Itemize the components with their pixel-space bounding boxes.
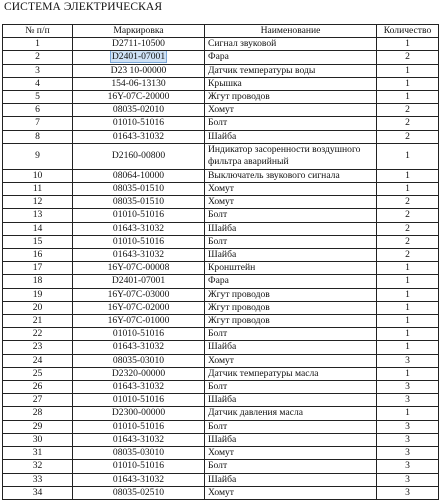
part-code-cell: D2300-00000 — [73, 407, 205, 420]
quantity-cell: 3 — [377, 486, 439, 499]
row-number-cell: 29 — [3, 420, 73, 433]
table-row — [3, 447, 439, 460]
part-code-cell: 01010-51016 — [73, 394, 205, 407]
part-code-cell: 01010-51016 — [73, 328, 205, 341]
quantity-cell: 2 — [377, 222, 439, 235]
quantity-cell: 3 — [377, 460, 439, 473]
table-row — [3, 235, 439, 248]
quantity-cell: 1 — [377, 169, 439, 182]
row-number-cell: 18 — [3, 275, 73, 288]
part-name-cell: Хомут — [205, 486, 377, 499]
part-name-cell: Датчик температуры масла — [205, 367, 377, 380]
quantity-cell: 1 — [377, 367, 439, 380]
part-code-cell: 01643-31032 — [73, 341, 205, 354]
table-row — [3, 486, 439, 499]
row-number-cell: 21 — [3, 315, 73, 328]
row-number-cell: 8 — [3, 130, 73, 143]
part-name-cell: Болт — [205, 420, 377, 433]
part-code-cell: 01010-51016 — [73, 235, 205, 248]
part-code-cell: 01010-51016 — [73, 420, 205, 433]
table-row — [3, 433, 439, 446]
table-row — [3, 354, 439, 367]
selected-text[interactable]: D2401-07001 — [111, 51, 166, 63]
table-row — [3, 249, 439, 262]
quantity-cell: 1 — [377, 38, 439, 51]
row-number-cell: 14 — [3, 222, 73, 235]
part-name-cell: Хомут — [205, 447, 377, 460]
part-code-cell: 154-06-13130 — [73, 77, 205, 90]
quantity-cell: 1 — [377, 143, 439, 169]
part-code-cell: D2320-00000 — [73, 367, 205, 380]
header-code: Маркировка — [73, 25, 205, 38]
row-number-cell: 17 — [3, 262, 73, 275]
row-number-cell: 3 — [3, 64, 73, 77]
table-row — [3, 473, 439, 486]
table-body — [3, 38, 439, 500]
part-code-cell: 01010-51016 — [73, 460, 205, 473]
part-code-cell: 01643-31032 — [73, 130, 205, 143]
part-name-cell: Фара — [205, 275, 377, 288]
part-code-cell: 01010-51016 — [73, 117, 205, 130]
quantity-cell: 2 — [377, 196, 439, 209]
table-row — [3, 117, 439, 130]
row-number-cell: 26 — [3, 381, 73, 394]
header-num: № п/п — [3, 25, 73, 38]
row-number-cell: 5 — [3, 91, 73, 104]
part-name-cell: Болт — [205, 117, 377, 130]
quantity-cell: 3 — [377, 433, 439, 446]
quantity-cell: 2 — [377, 117, 439, 130]
row-number-cell: 31 — [3, 447, 73, 460]
part-name-cell: Шайба — [205, 473, 377, 486]
document-title: СИСТЕМА ЭЛЕКТРИЧЕСКАЯ — [4, 1, 163, 13]
table-row — [3, 460, 439, 473]
quantity-cell: 1 — [377, 328, 439, 341]
quantity-cell: 1 — [377, 275, 439, 288]
row-number-cell: 6 — [3, 104, 73, 117]
row-number-cell: 19 — [3, 288, 73, 301]
quantity-cell: 3 — [377, 473, 439, 486]
table-row — [3, 51, 439, 64]
part-name-cell: Шайба — [205, 433, 377, 446]
part-code-cell: 08035-03010 — [73, 354, 205, 367]
row-number-cell: 23 — [3, 341, 73, 354]
part-code-cell: 08035-02010 — [73, 104, 205, 117]
table-row — [3, 288, 439, 301]
part-name-cell: Хомут — [205, 196, 377, 209]
part-code-cell: 08035-03010 — [73, 447, 205, 460]
part-code-cell: 01643-31032 — [73, 381, 205, 394]
row-number-cell: 22 — [3, 328, 73, 341]
part-code-cell: 16Y-07C-20000 — [73, 91, 205, 104]
part-name-cell: Шайба — [205, 222, 377, 235]
part-code-cell: 16Y-07C-01000 — [73, 315, 205, 328]
part-name-cell: Жгут проводов — [205, 288, 377, 301]
part-name-cell: Сигнал звуковой — [205, 38, 377, 51]
table-row — [3, 394, 439, 407]
part-code-cell: 16Y-07C-00008 — [73, 262, 205, 275]
part-code-cell: 08064-10000 — [73, 169, 205, 182]
table-row — [3, 91, 439, 104]
part-code-cell: 08035-01510 — [73, 196, 205, 209]
part-name-cell: Болт — [205, 460, 377, 473]
quantity-cell: 2 — [377, 249, 439, 262]
row-number-cell: 25 — [3, 367, 73, 380]
part-name-cell: Хомут — [205, 104, 377, 117]
table-row — [3, 183, 439, 196]
quantity-cell: 3 — [377, 394, 439, 407]
table-row — [3, 275, 439, 288]
table-row — [3, 169, 439, 182]
row-number-cell: 28 — [3, 407, 73, 420]
quantity-cell: 1 — [377, 77, 439, 90]
part-name-cell: Фара — [205, 51, 377, 64]
quantity-cell: 3 — [377, 354, 439, 367]
quantity-cell: 1 — [377, 183, 439, 196]
quantity-cell: 1 — [377, 407, 439, 420]
row-number-cell: 1 — [3, 38, 73, 51]
part-code-cell: 01010-51016 — [73, 209, 205, 222]
part-name-cell: Хомут — [205, 183, 377, 196]
table-row — [3, 209, 439, 222]
row-number-cell: 4 — [3, 77, 73, 90]
row-number-cell: 34 — [3, 486, 73, 499]
part-name-cell: Датчик давления масла — [205, 407, 377, 420]
part-code-cell: 16Y-07C-03000 — [73, 288, 205, 301]
part-code-cell: D2401-07001 — [73, 275, 205, 288]
row-number-cell: 16 — [3, 249, 73, 262]
part-name-cell: Крышка — [205, 77, 377, 90]
part-name-cell: Болт — [205, 235, 377, 248]
part-name-cell: Шайба — [205, 249, 377, 262]
table-row — [3, 341, 439, 354]
row-number-cell: 10 — [3, 169, 73, 182]
part-name-cell: Жгут проводов — [205, 301, 377, 314]
quantity-cell: 2 — [377, 104, 439, 117]
quantity-cell: 2 — [377, 209, 439, 222]
header-qty: Количество — [377, 25, 439, 38]
table-row — [3, 367, 439, 380]
part-name-cell: Выключатель звукового сигнала — [205, 169, 377, 182]
table-row — [3, 196, 439, 209]
part-name-cell: Болт — [205, 381, 377, 394]
quantity-cell: 3 — [377, 420, 439, 433]
table-row — [3, 262, 439, 275]
row-number-cell: 9 — [3, 143, 73, 169]
quantity-cell: 1 — [377, 315, 439, 328]
part-code-cell: 08035-01510 — [73, 183, 205, 196]
quantity-cell: 2 — [377, 51, 439, 64]
part-name-cell: Индикатор засоренности воздушного фильтра аварийный — [205, 143, 377, 169]
row-number-cell: 15 — [3, 235, 73, 248]
part-name-cell: Жгут проводов — [205, 315, 377, 328]
row-number-cell: 20 — [3, 301, 73, 314]
quantity-cell: 1 — [377, 64, 439, 77]
part-code-cell: 16Y-07C-02000 — [73, 301, 205, 314]
row-number-cell: 11 — [3, 183, 73, 196]
table-row — [3, 328, 439, 341]
quantity-cell: 2 — [377, 130, 439, 143]
table-row — [3, 104, 439, 117]
row-number-cell: 24 — [3, 354, 73, 367]
part-code-cell — [73, 51, 205, 64]
table-row — [3, 64, 439, 77]
quantity-cell: 3 — [377, 381, 439, 394]
table-row — [3, 130, 439, 143]
part-name-cell: Хомут — [205, 354, 377, 367]
part-name-cell: Шайба — [205, 341, 377, 354]
part-code-cell: D2160-00800 — [73, 143, 205, 169]
row-number-cell: 13 — [3, 209, 73, 222]
table-row — [3, 381, 439, 394]
row-number-cell: 30 — [3, 433, 73, 446]
part-name-cell: Шайба — [205, 394, 377, 407]
quantity-cell: 1 — [377, 91, 439, 104]
row-number-cell: 12 — [3, 196, 73, 209]
quantity-cell: 1 — [377, 341, 439, 354]
table-row — [3, 222, 439, 235]
row-number-cell: 32 — [3, 460, 73, 473]
part-code-cell: 01643-31032 — [73, 249, 205, 262]
row-number-cell: 7 — [3, 117, 73, 130]
part-name-cell: Жгут проводов — [205, 91, 377, 104]
table-row — [3, 420, 439, 433]
table-row — [3, 315, 439, 328]
quantity-cell: 1 — [377, 301, 439, 314]
part-code-cell: 01643-31032 — [73, 473, 205, 486]
header-name: Наименование — [205, 25, 377, 38]
part-name-cell: Кронштейн — [205, 262, 377, 275]
table-row — [3, 407, 439, 420]
quantity-cell: 2 — [377, 235, 439, 248]
quantity-cell: 3 — [377, 447, 439, 460]
table-row — [3, 143, 439, 169]
part-code-cell: D23 10-00000 — [73, 64, 205, 77]
part-code-cell: D2711-10500 — [73, 38, 205, 51]
part-name-cell: Датчик температуры воды — [205, 64, 377, 77]
table-header-row — [3, 25, 439, 38]
table-row — [3, 301, 439, 314]
part-code-cell: 01643-31032 — [73, 222, 205, 235]
quantity-cell: 1 — [377, 288, 439, 301]
quantity-cell: 1 — [377, 262, 439, 275]
row-number-cell: 2 — [3, 51, 73, 64]
table-row — [3, 77, 439, 90]
part-name-cell: Шайба — [205, 130, 377, 143]
row-number-cell: 33 — [3, 473, 73, 486]
table-row — [3, 38, 439, 51]
part-code-cell: 01643-31032 — [73, 433, 205, 446]
part-code-cell: 08035-02510 — [73, 486, 205, 499]
part-name-cell: Болт — [205, 328, 377, 341]
parts-table — [2, 24, 439, 500]
row-number-cell: 27 — [3, 394, 73, 407]
part-name-cell: Болт — [205, 209, 377, 222]
